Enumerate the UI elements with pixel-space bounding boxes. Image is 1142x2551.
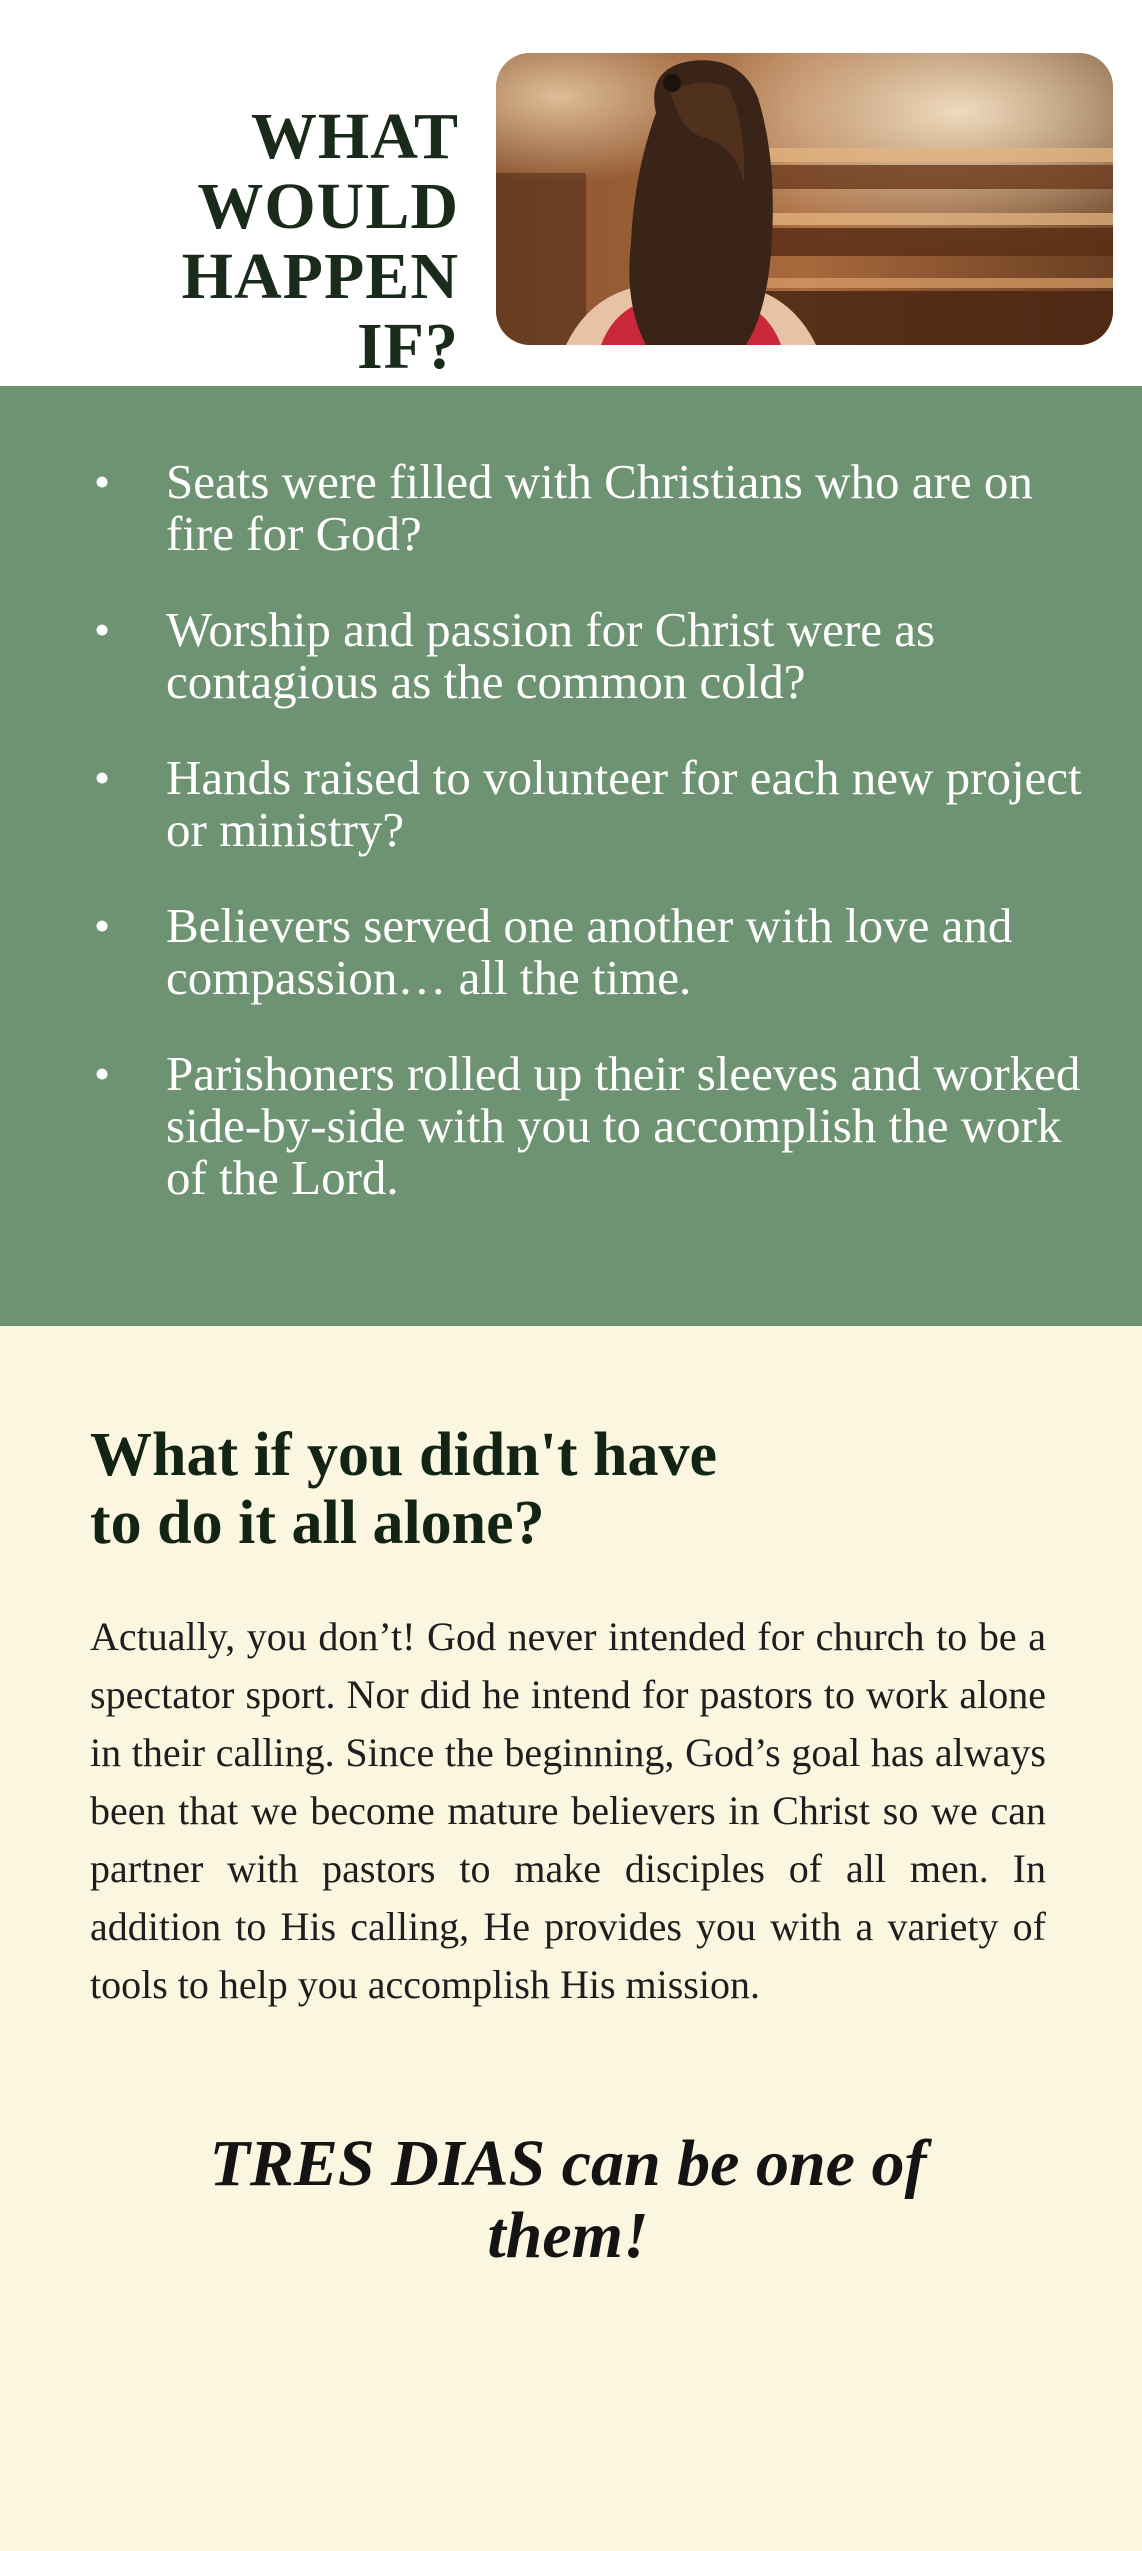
church-photo: [496, 53, 1113, 345]
woman-in-church-photo-icon: [496, 53, 1113, 345]
tagline-line: them!: [487, 2199, 649, 2272]
tagline: [90, 2128, 1046, 2272]
bullet-icon: •: [94, 604, 111, 655]
list-item: [90, 900, 1090, 1004]
list-item: [90, 752, 1090, 856]
bullet-icon: •: [94, 1048, 111, 1099]
section-heading: [90, 1421, 990, 1557]
header-title: [182, 102, 459, 382]
list-item: [90, 604, 1090, 708]
answer-section: [0, 1326, 1142, 2551]
questions-section: [0, 386, 1142, 1326]
questions-list: [90, 456, 1090, 1248]
tagline-line: TRES DIAS can be one of: [209, 2127, 927, 2200]
bullet-icon: •: [94, 900, 111, 951]
question-text: Seats were filled with Christians who are on fire for God?: [166, 454, 1033, 561]
header-title-line: WOULD: [197, 170, 459, 244]
question-text: Hands raised to volunteer for each new project or ministry?: [166, 750, 1082, 857]
section-heading-line: to do it all alone?: [90, 1489, 545, 1557]
header-section: [0, 0, 1142, 386]
section-heading-line: What if you didn't have: [90, 1421, 718, 1489]
question-text: Worship and passion for Christ were as contagious as the common cold?: [166, 602, 936, 709]
header-title-line: HAPPEN: [181, 240, 459, 314]
question-text: Parishoners rolled up their sleeves and worked side-by-side with you to accomplish the work of the Lord.: [166, 1046, 1081, 1205]
question-text: Believers served one another with love and compassion… all the time.: [166, 898, 1013, 1005]
header-title-line: IF?: [357, 310, 459, 384]
header-title-line: WHAT: [250, 100, 459, 174]
bullet-icon: •: [94, 752, 111, 803]
list-item: [90, 1048, 1090, 1204]
bullet-icon: •: [94, 456, 111, 507]
list-item: [90, 456, 1090, 560]
body-paragraph: Actually, you don’t! God never intended for church to be a spectator sport. Nor did he intend for pastors to work alone in their calling. Since the beginning, God’s goal has always been that we become mature believers in Christ so we can partner with pastors to make disciples of all men. In addition to His calling, He provides you with a variety of tools to help you accomplish His mission.: [90, 1614, 1046, 2007]
